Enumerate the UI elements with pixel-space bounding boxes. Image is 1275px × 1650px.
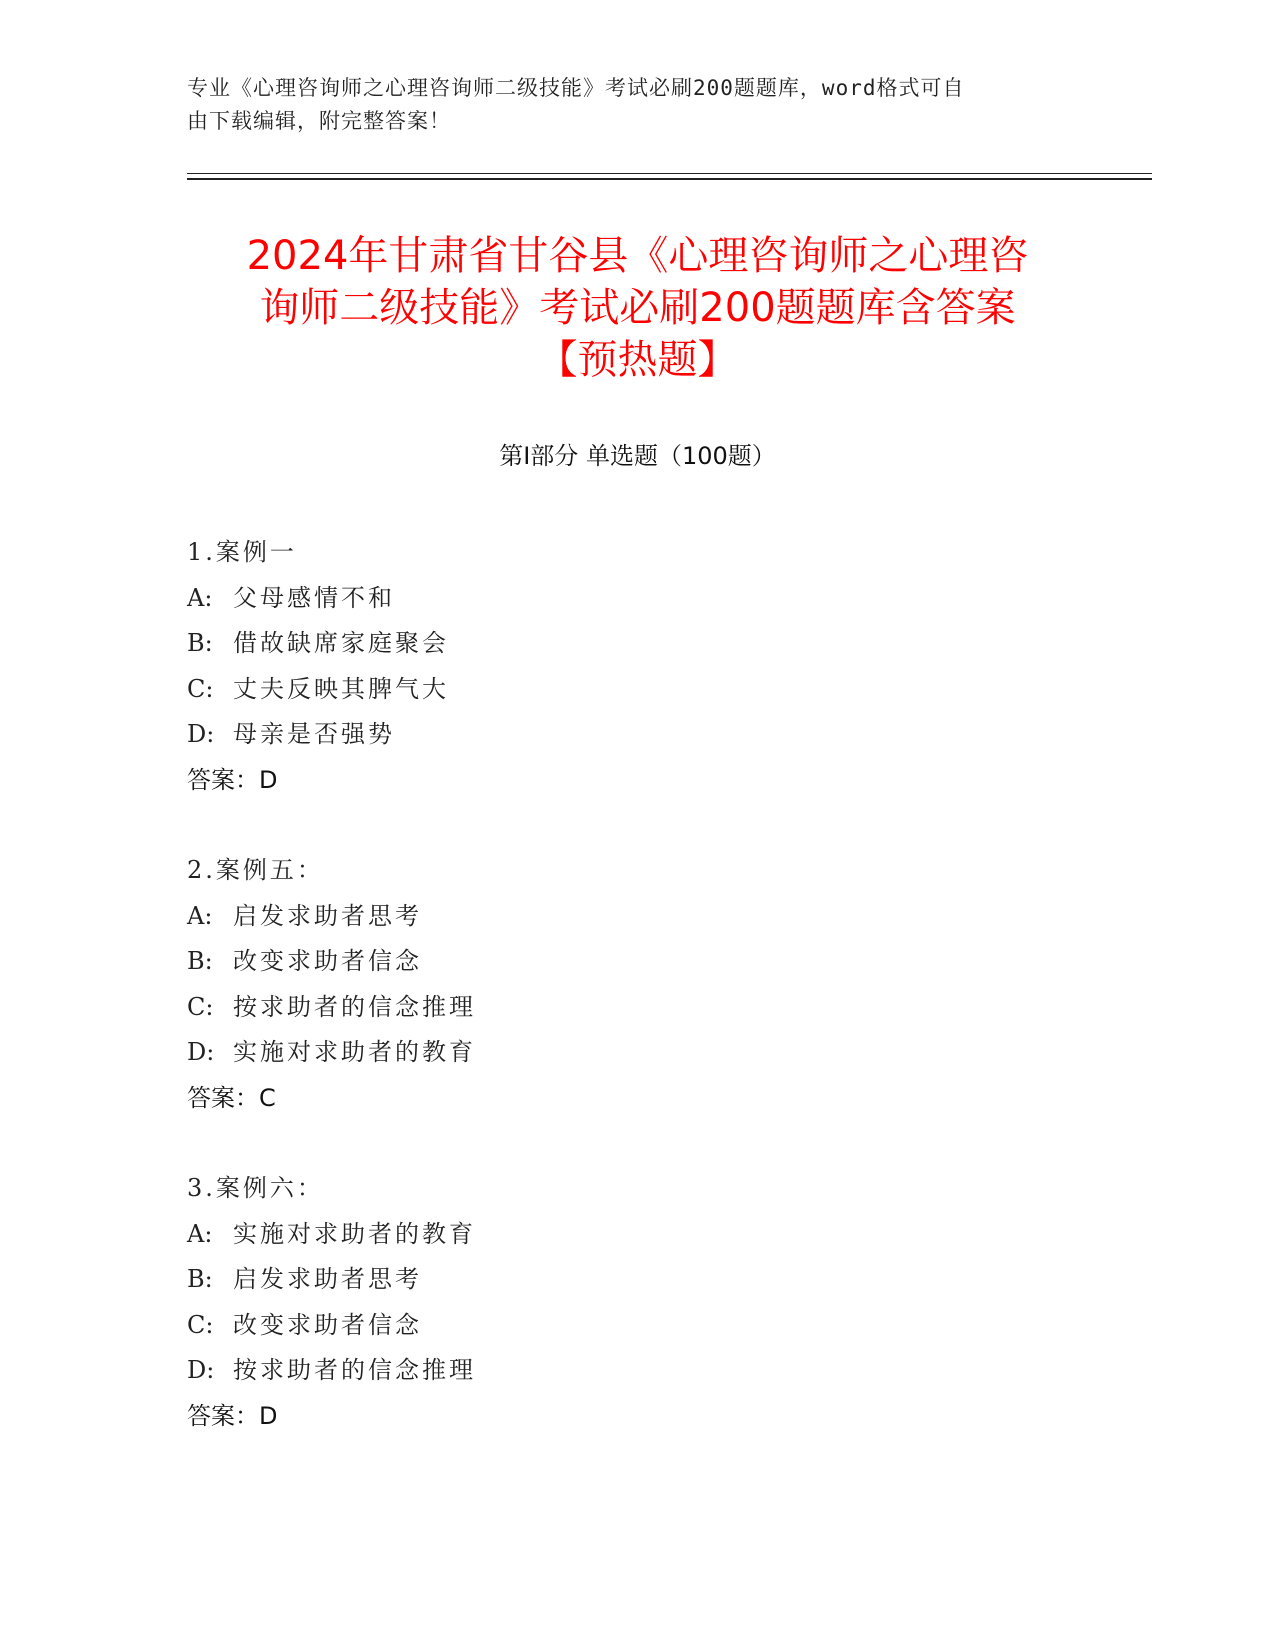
option-d [187, 712, 887, 758]
question-item [187, 530, 887, 803]
option-text: 按求助者的信念推理 [233, 992, 476, 1021]
option-letter: C: [187, 674, 214, 703]
option-text: 母亲是否强势 [233, 720, 395, 748]
title-line-3: 【预热题】 [537, 337, 738, 383]
option-c [187, 1303, 887, 1349]
title-line-1: 2024年甘肃省甘谷县《心理咨询师之心理咨 [246, 233, 1029, 279]
intro-line-2: 由下载编辑，附完整答案！ [187, 109, 451, 133]
section-title: 第Ⅰ部分 单选题（100题） [499, 442, 776, 470]
answer-line: 答案：C [187, 1083, 276, 1112]
intro-text [187, 72, 1067, 138]
answer-line: 答案：D [187, 765, 278, 794]
option-letter: B: [187, 1265, 213, 1293]
header-rule-top [187, 173, 1152, 174]
option-text: 改变求助者信念 [233, 947, 422, 975]
option-letter: A: [187, 583, 213, 612]
title-line-2: 询师二级技能》考试必刷200题题库含答案 [259, 285, 1016, 331]
option-letter: B: [187, 947, 213, 975]
question-item [187, 848, 887, 1121]
option-c [187, 985, 887, 1031]
option-letter: D: [187, 720, 215, 748]
question-stem: 3.案例六： [187, 1174, 324, 1202]
answer-line: 答案：D [187, 1401, 278, 1430]
option-letter: C: [187, 992, 214, 1021]
option-b [187, 939, 887, 985]
option-text: 改变求助者信念 [233, 1310, 422, 1339]
option-text: 借故缺席家庭聚会 [233, 629, 449, 657]
question-stem: 1.案例一 [187, 538, 297, 566]
header-rule-bottom [187, 178, 1152, 180]
option-b [187, 621, 887, 667]
document-title [150, 230, 1125, 386]
intro-line-1: 专业《心理咨询师之心理咨询师二级技能》考试必刷200题题库，word格式可自 [187, 76, 965, 100]
option-letter: A: [187, 1219, 213, 1248]
option-letter: B: [187, 629, 213, 657]
option-b [187, 1257, 887, 1303]
option-c [187, 667, 887, 713]
option-d [187, 1030, 887, 1076]
option-text: 实施对求助者的教育 [233, 1038, 476, 1066]
option-letter: C: [187, 1310, 214, 1339]
option-a [187, 576, 887, 622]
option-text: 丈夫反映其脾气大 [233, 674, 449, 703]
option-text: 启发求助者思考 [233, 1265, 422, 1293]
question-item [187, 1166, 887, 1439]
option-text: 父母感情不和 [233, 583, 395, 612]
option-a [187, 894, 887, 940]
option-letter: A: [187, 901, 213, 930]
option-d [187, 1348, 887, 1394]
option-letter: D: [187, 1356, 215, 1384]
question-stem: 2.案例五： [187, 856, 324, 884]
option-text: 按求助者的信念推理 [233, 1356, 476, 1384]
option-a [187, 1212, 887, 1258]
option-letter: D: [187, 1038, 215, 1066]
option-text: 实施对求助者的教育 [233, 1219, 476, 1248]
option-text: 启发求助者思考 [233, 901, 422, 930]
